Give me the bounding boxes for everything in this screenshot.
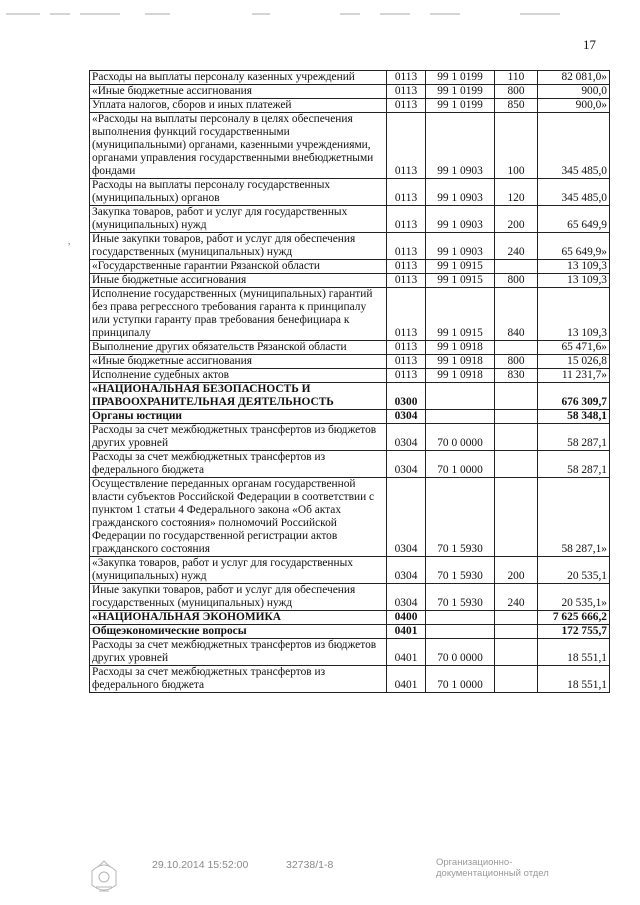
row-name-cell: Иные бюджетные ассигнования bbox=[90, 274, 387, 288]
row-type-cell: 800 bbox=[495, 355, 538, 369]
row-type-cell bbox=[495, 410, 538, 424]
row-type-cell bbox=[495, 341, 538, 355]
row-amount-cell: 172 755,7 bbox=[538, 625, 610, 639]
row-amount-cell: 20 535,1 bbox=[538, 557, 610, 584]
row-name-cell: Выполнение других обязательств Рязанской области bbox=[90, 341, 387, 355]
row-type-cell bbox=[495, 424, 538, 451]
row-type-cell: 240 bbox=[495, 233, 538, 260]
row-section-cell: 0113 bbox=[387, 274, 426, 288]
row-amount-cell: 65 471,6» bbox=[538, 341, 610, 355]
row-class-cell: 99 1 0199 bbox=[426, 85, 495, 99]
row-section-cell: 0304 bbox=[387, 410, 426, 424]
row-class-cell: 99 1 0903 bbox=[426, 113, 495, 179]
table-row bbox=[90, 288, 610, 341]
row-name-cell: Иные закупки товаров, работ и услуг для обеспечения государственных (муниципальных) нужд bbox=[90, 233, 387, 260]
footer-department-stamp: Организационно-документационный отдел bbox=[436, 857, 549, 879]
row-section-cell: 0113 bbox=[387, 206, 426, 233]
row-amount-cell: 58 348,1 bbox=[538, 410, 610, 424]
row-type-cell: 110 bbox=[495, 71, 538, 85]
table-row bbox=[90, 424, 610, 451]
row-amount-cell: 18 551,1 bbox=[538, 639, 610, 666]
row-amount-cell: 65 649,9 bbox=[538, 206, 610, 233]
row-class-cell: 99 1 0918 bbox=[426, 369, 495, 383]
row-name-cell: Расходы за счет межбюджетных трансфертов из федерального бюджета bbox=[90, 451, 387, 478]
row-type-cell bbox=[495, 611, 538, 625]
row-section-cell: 0113 bbox=[387, 288, 426, 341]
row-type-cell: 120 bbox=[495, 179, 538, 206]
row-type-cell: 200 bbox=[495, 206, 538, 233]
row-amount-cell: 13 109,3 bbox=[538, 260, 610, 274]
row-name-cell: Расходы за счет межбюджетных трансфертов из бюджетов других уровней bbox=[90, 639, 387, 666]
row-amount-cell: 15 026,8 bbox=[538, 355, 610, 369]
row-amount-cell: 13 109,3 bbox=[538, 274, 610, 288]
row-amount-cell: 82 081,0» bbox=[538, 71, 610, 85]
row-amount-cell: 58 287,1 bbox=[538, 451, 610, 478]
row-class-cell: 99 1 0199 bbox=[426, 99, 495, 113]
budget-table-body bbox=[90, 71, 610, 693]
row-class-cell: 70 1 0000 bbox=[426, 451, 495, 478]
row-amount-cell: 345 485,0 bbox=[538, 113, 610, 179]
table-row bbox=[90, 383, 610, 410]
row-class-cell: 70 1 5930 bbox=[426, 478, 495, 557]
row-section-cell: 0300 bbox=[387, 383, 426, 410]
row-name-cell: Исполнение судебных актов bbox=[90, 369, 387, 383]
row-amount-cell: 11 231,7» bbox=[538, 369, 610, 383]
table-row bbox=[90, 71, 610, 85]
row-class-cell: 99 1 0199 bbox=[426, 71, 495, 85]
row-amount-cell: 345 485,0 bbox=[538, 179, 610, 206]
row-class-cell: 99 1 0903 bbox=[426, 206, 495, 233]
row-name-cell: Исполнение государственных (муниципальных) гарантий без права регрессного требования гаранта к принципалу или уступки гаранту прав требования бенефициара к принципалу bbox=[90, 288, 387, 341]
footer-timestamp: 29.10.2014 15:52:00 bbox=[152, 859, 249, 871]
row-class-cell: 70 0 0000 bbox=[426, 639, 495, 666]
row-section-cell: 0304 bbox=[387, 424, 426, 451]
table-row bbox=[90, 410, 610, 424]
row-type-cell: 800 bbox=[495, 274, 538, 288]
scan-top-edge-marks bbox=[0, 4, 640, 10]
row-section-cell: 0113 bbox=[387, 99, 426, 113]
row-class-cell: 99 1 0915 bbox=[426, 260, 495, 274]
row-section-cell: 0113 bbox=[387, 113, 426, 179]
table-row bbox=[90, 206, 610, 233]
row-name-cell: «Государственные гарантии Рязанской области bbox=[90, 260, 387, 274]
budget-table bbox=[89, 70, 610, 693]
row-type-cell: 100 bbox=[495, 113, 538, 179]
row-section-cell: 0401 bbox=[387, 666, 426, 693]
table-row bbox=[90, 369, 610, 383]
margin-mark: , bbox=[68, 236, 71, 246]
row-section-cell: 0304 bbox=[387, 451, 426, 478]
table-row bbox=[90, 113, 610, 179]
row-section-cell: 0400 bbox=[387, 611, 426, 625]
row-class-cell: 99 1 0903 bbox=[426, 233, 495, 260]
row-type-cell: 240 bbox=[495, 584, 538, 611]
table-row bbox=[90, 666, 610, 693]
row-section-cell: 0401 bbox=[387, 639, 426, 666]
row-section-cell: 0113 bbox=[387, 369, 426, 383]
row-class-cell: 70 0 0000 bbox=[426, 424, 495, 451]
row-name-cell: Общеэкономические вопросы bbox=[90, 625, 387, 639]
table-row bbox=[90, 341, 610, 355]
row-type-cell bbox=[495, 383, 538, 410]
row-class-cell: 99 1 0918 bbox=[426, 355, 495, 369]
row-section-cell: 0113 bbox=[387, 179, 426, 206]
table-row bbox=[90, 625, 610, 639]
row-name-cell: Иные закупки товаров, работ и услуг для обеспечения государственных (муниципальных) нужд bbox=[90, 584, 387, 611]
row-amount-cell: 676 309,7 bbox=[538, 383, 610, 410]
row-type-cell bbox=[495, 260, 538, 274]
row-class-cell: 99 1 0915 bbox=[426, 274, 495, 288]
table-row bbox=[90, 451, 610, 478]
page-footer bbox=[0, 855, 640, 905]
row-section-cell: 0304 bbox=[387, 557, 426, 584]
coat-of-arms-watermark bbox=[86, 857, 122, 897]
row-type-cell bbox=[495, 478, 538, 557]
row-class-cell bbox=[426, 625, 495, 639]
table-row bbox=[90, 611, 610, 625]
row-class-cell bbox=[426, 410, 495, 424]
table-row bbox=[90, 233, 610, 260]
row-class-cell: 99 1 0903 bbox=[426, 179, 495, 206]
table-row bbox=[90, 478, 610, 557]
row-type-cell bbox=[495, 451, 538, 478]
row-name-cell: Осуществление переданных органам государственной власти субъектов Российской Федерации в соответствии с пунктом 1 статьи 4 Федерального закона «Об актах гражданского состояния» полномочий Российской Федерации по государственной регистрации актов гражданского состояния bbox=[90, 478, 387, 557]
row-section-cell: 0304 bbox=[387, 584, 426, 611]
row-name-cell: «Закупка товаров, работ и услуг для государственных (муниципальных) нужд bbox=[90, 557, 387, 584]
table-row bbox=[90, 274, 610, 288]
row-section-cell: 0113 bbox=[387, 355, 426, 369]
row-class-cell: 70 1 5930 bbox=[426, 584, 495, 611]
row-class-cell: 70 1 0000 bbox=[426, 666, 495, 693]
footer-document-code: 32738/1-8 bbox=[286, 859, 334, 871]
row-section-cell: 0304 bbox=[387, 478, 426, 557]
row-name-cell: Уплата налогов, сборов и иных платежей bbox=[90, 99, 387, 113]
row-type-cell bbox=[495, 625, 538, 639]
row-name-cell: Расходы за счет межбюджетных трансфертов из бюджетов других уровней bbox=[90, 424, 387, 451]
row-class-cell bbox=[426, 611, 495, 625]
row-name-cell: Расходы на выплаты персоналу государственных (муниципальных) органов bbox=[90, 179, 387, 206]
row-section-cell: 0113 bbox=[387, 260, 426, 274]
row-section-cell: 0113 bbox=[387, 85, 426, 99]
row-type-cell: 850 bbox=[495, 99, 538, 113]
row-class-cell: 99 1 0918 bbox=[426, 341, 495, 355]
table-row bbox=[90, 260, 610, 274]
row-name-cell: «Иные бюджетные ассигнования bbox=[90, 85, 387, 99]
table-row bbox=[90, 584, 610, 611]
table-row bbox=[90, 557, 610, 584]
row-name-cell: Расходы на выплаты персоналу казенных учреждений bbox=[90, 71, 387, 85]
row-amount-cell: 900,0» bbox=[538, 99, 610, 113]
row-name-cell: Закупка товаров, работ и услуг для государственных (муниципальных) нужд bbox=[90, 206, 387, 233]
row-type-cell: 800 bbox=[495, 85, 538, 99]
row-class-cell: 70 1 5930 bbox=[426, 557, 495, 584]
row-amount-cell: 7 625 666,2 bbox=[538, 611, 610, 625]
row-type-cell bbox=[495, 639, 538, 666]
row-section-cell: 0113 bbox=[387, 341, 426, 355]
row-name-cell: «Расходы на выплаты персоналу в целях обеспечения выполнения функций государственными (муниципальными) органами, казенными учреждениями, органами управления государственными внебюджетными фондами bbox=[90, 113, 387, 179]
row-class-cell bbox=[426, 383, 495, 410]
row-class-cell: 99 1 0915 bbox=[426, 288, 495, 341]
row-amount-cell: 20 535,1» bbox=[538, 584, 610, 611]
row-amount-cell: 58 287,1 bbox=[538, 424, 610, 451]
table-row bbox=[90, 99, 610, 113]
table-row bbox=[90, 639, 610, 666]
table-row bbox=[90, 179, 610, 206]
row-name-cell: «Иные бюджетные ассигнования bbox=[90, 355, 387, 369]
row-section-cell: 0113 bbox=[387, 233, 426, 260]
row-type-cell bbox=[495, 666, 538, 693]
row-name-cell: «НАЦИОНАЛЬНАЯ БЕЗОПАСНОСТЬ И ПРАВООХРАНИТЕЛЬНАЯ ДЕЯТЕЛЬНОСТЬ bbox=[90, 383, 387, 410]
row-name-cell: Органы юстиции bbox=[90, 410, 387, 424]
row-amount-cell: 18 551,1 bbox=[538, 666, 610, 693]
row-section-cell: 0401 bbox=[387, 625, 426, 639]
row-amount-cell: 13 109,3 bbox=[538, 288, 610, 341]
row-name-cell: «НАЦИОНАЛЬНАЯ ЭКОНОМИКА bbox=[90, 611, 387, 625]
row-amount-cell: 900,0 bbox=[538, 85, 610, 99]
row-amount-cell: 58 287,1» bbox=[538, 478, 610, 557]
row-type-cell: 840 bbox=[495, 288, 538, 341]
row-section-cell: 0113 bbox=[387, 71, 426, 85]
row-type-cell: 830 bbox=[495, 369, 538, 383]
page-number: 17 bbox=[583, 37, 596, 52]
row-amount-cell: 65 649,9» bbox=[538, 233, 610, 260]
table-row bbox=[90, 355, 610, 369]
table-row bbox=[90, 85, 610, 99]
row-name-cell: Расходы за счет межбюджетных трансфертов из федерального бюджета bbox=[90, 666, 387, 693]
row-type-cell: 200 bbox=[495, 557, 538, 584]
